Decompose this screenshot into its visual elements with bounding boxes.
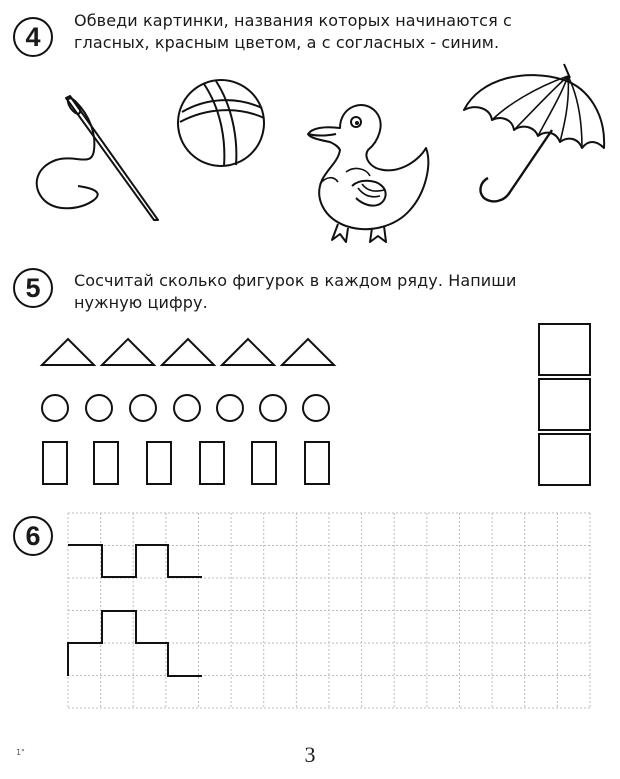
rectangle-shape	[304, 441, 330, 485]
task-4-number-badge	[13, 17, 53, 57]
page-number: 3	[304, 742, 316, 767]
task-5-instructions: Сосчитай сколько фигурок в каждом ряду. Напиши нужную цифру.	[74, 271, 517, 312]
answer-box-rectangles[interactable]	[538, 433, 591, 486]
triangle-shape	[40, 337, 96, 367]
triangle-shape	[100, 337, 156, 367]
circle-shape	[258, 393, 288, 423]
circle-shape	[172, 393, 202, 423]
rectangle-shape	[251, 441, 277, 485]
step-pattern-icon	[60, 604, 210, 680]
rectangle-shape	[199, 441, 225, 485]
needle-with-thread-icon	[30, 88, 170, 228]
circle-shape	[84, 393, 114, 423]
corner-mark: 1"	[16, 748, 25, 757]
answer-box-circles[interactable]	[538, 378, 591, 431]
circle-shape	[40, 393, 70, 423]
task-6-number: 6	[25, 520, 41, 551]
task-5-number-badge	[13, 268, 53, 308]
task-4-number: 4	[25, 21, 41, 52]
circle-shape	[301, 393, 331, 423]
triangle-shape	[220, 337, 276, 367]
umbrella-icon	[456, 54, 614, 214]
circle-shape	[128, 393, 158, 423]
rectangle-shape	[42, 441, 68, 485]
ball-icon	[176, 78, 266, 168]
triangle-shape	[280, 337, 336, 367]
task-6-number-badge	[13, 516, 53, 556]
rectangle-shape	[146, 441, 172, 485]
task-4-instructions: Обведи картинки, названия которых начинаются с гласных, красным цветом, а с согласных - синим.	[74, 11, 512, 52]
rectangle-shape	[93, 441, 119, 485]
task-5-number: 5	[25, 272, 41, 303]
circle-shape	[215, 393, 245, 423]
triangle-shape	[160, 337, 216, 367]
answer-box-triangles[interactable]	[538, 323, 591, 376]
duck-icon	[300, 92, 440, 244]
square-wave-pattern-icon	[60, 540, 210, 580]
